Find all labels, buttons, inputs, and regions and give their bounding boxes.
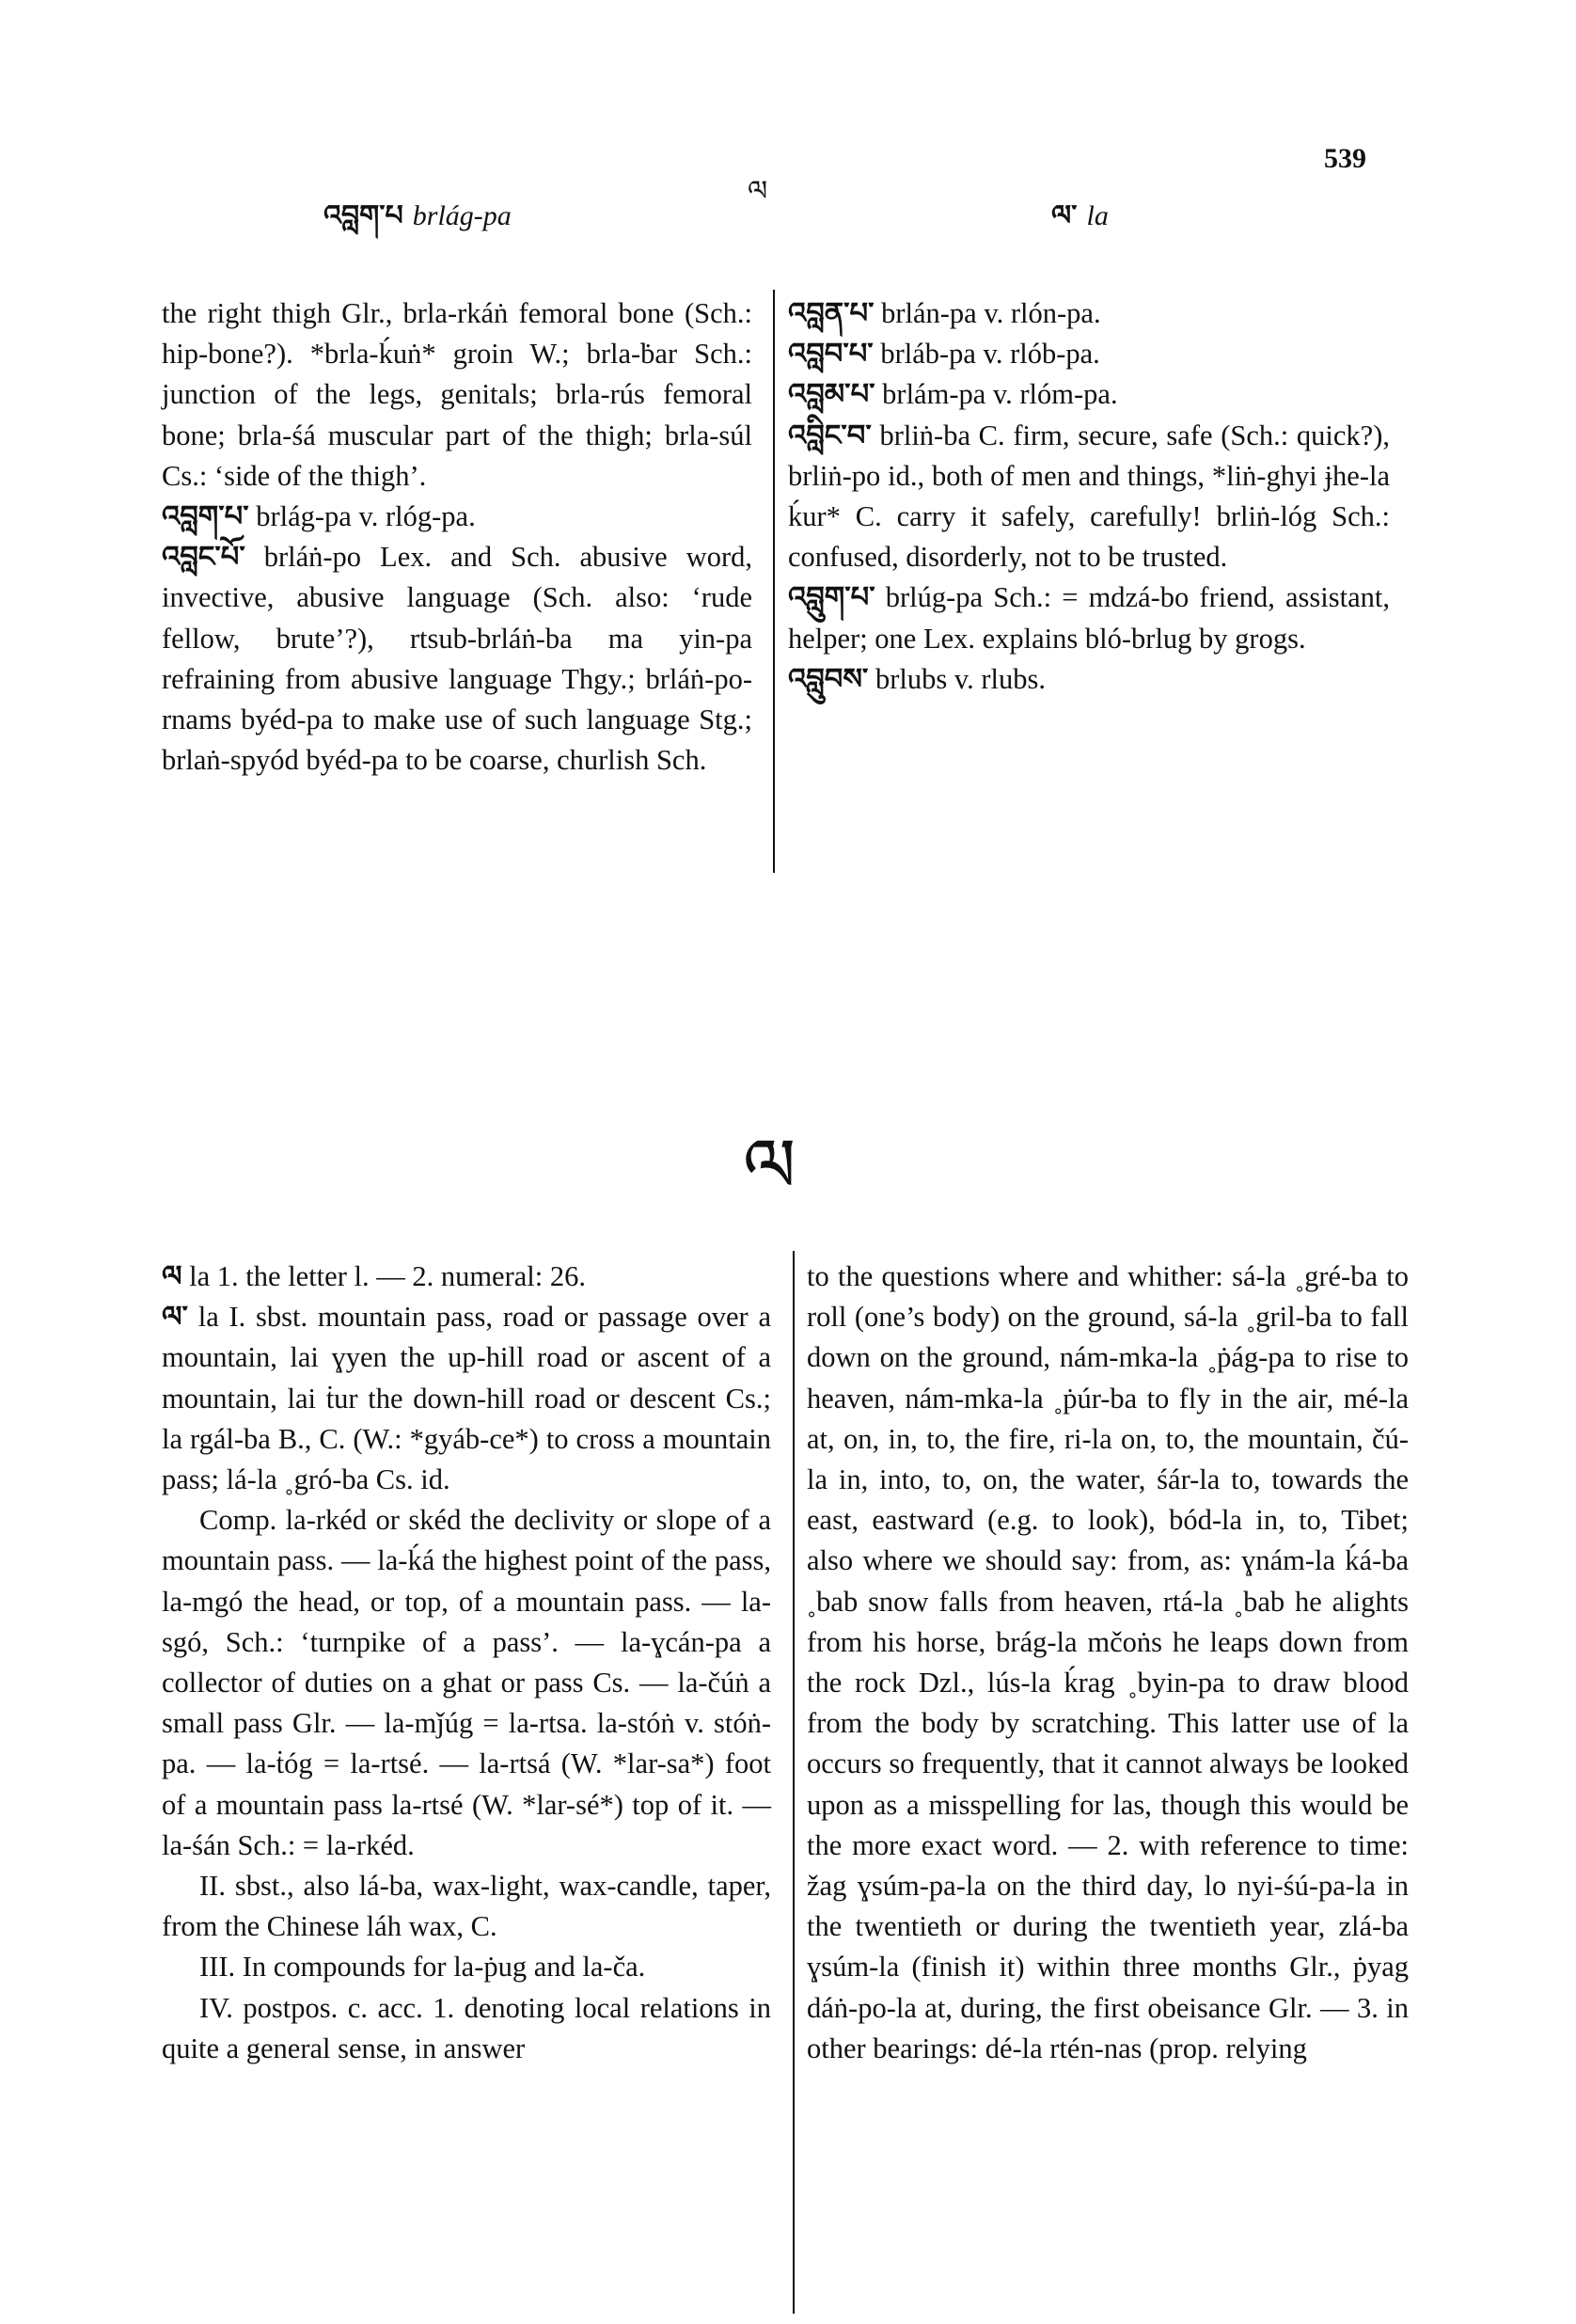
bottom-right-column: [807, 1257, 1409, 2069]
entry-text: brlán-pa v. rlón-pa.: [881, 297, 1101, 329]
entry-headword-tibetan: འབླུག་པ་: [788, 581, 875, 615]
section-letter-heading: ལ: [743, 1122, 796, 1209]
entry-headword-tibetan: འབླག་པ་: [162, 500, 249, 534]
dictionary-entry: [788, 577, 1390, 658]
dictionary-entry: [162, 1297, 771, 1500]
entry-text: brláb-pa v. rlób-pa.: [880, 338, 1100, 371]
entry-headword-tibetan: འབླིང་བ་: [788, 419, 872, 452]
entry-text: brláṅ-po Lex. and Sch. abusive word, invective, abusive language (Sch. also: ‘rude fellow, brute’?), rtsub-brláṅ-ba ma yin-pa refraining from abusive language Thgy.; brláṅ-po-rnams byéd-pa to make use of such language Stg.; brlaṅ-spyód byéd-pa to be coarse, churlish Sch.: [162, 541, 752, 777]
sense-iii: III. In compounds for la-ṗug and la-ča.: [199, 1951, 646, 1984]
entry-text: la I. sbst. mountain pass, road or passage over a mountain, lai ɣyen the up-hill road or ascent of a mountain, lai ṫur the down-hill road or descent Cs.; la rgál-ba B., C. (W.: *gyáb-ce*) to cross a mountain pass; lá-la ˳gró-ba Cs. id.: [162, 1301, 771, 1496]
dictionary-entry: [162, 1257, 771, 1297]
header-right-tibetan: ལ་: [1051, 199, 1078, 232]
top-left-column: [162, 293, 752, 781]
entry-headword-tibetan: འབླམ་པ་: [788, 378, 875, 412]
entry-text: brlám-pa v. rlóm-pa.: [882, 378, 1118, 411]
header-left-tibetan: འབླག་པ: [323, 199, 403, 232]
header-center: [748, 160, 777, 239]
header-center-tibetan: ལ: [748, 175, 768, 208]
dictionary-entry: [788, 416, 1390, 578]
column-divider-top: [773, 290, 775, 873]
dictionary-entry: [788, 374, 1390, 415]
postposition-continuation: to the questions where and whither: sá-la ˳gré-ba to roll (one’s body) on the ground, sá-la ˳gril-ba to fall down on the ground, nám-mka-la ˳ṗág-pa to rise to heaven, nám-mka-la ˳ṗúr-ba to fly in the air, mé-la at, on, in, to, the fire, ri-la on, to, the mountain, čú-la in, into, to, on, the water, śár-la to, towards the east, eastward (e.g. to look), bód-la in, to, Tibet; also where we should say: from, as: ɣnám-la ḱá-ba ˳bab snow falls from heaven, rtá-la ˳bab he alights from his horse, brág-la mčoṅs he leaps down from the rock Dzl., lús-la ḱrag ˳byin-pa to draw blood from the body by scratching. This latter use of la occurs so frequently, that it cannot always be looked upon as a misspelling for las, though this would be the more exact word. — 2. with reference to time: žag ɣsúm-pa-la on the third day, lo nyi-śú-pa-la in the twentieth or during the twentieth year, zlá-ba ɣsúm-la (finish it) within three months Glr., ṗyag dáṅ-po-la at, during, the first obeisance Glr. — 3. in other bearings: dé-la rtén-nas (prop. relying: [807, 1260, 1409, 2064]
sense-iv: IV. postpos. c. acc. 1. denoting local relations in quite a general sense, in answer: [162, 1991, 771, 2064]
header-left: [323, 184, 512, 263]
dictionary-entry: [788, 334, 1390, 374]
entry-text: brlúg-pa Sch.: = mdzá-bo friend, assistant, helper; one Lex. explains bló-brlug by grogs.: [788, 581, 1391, 655]
header-right-latin: la: [1086, 200, 1109, 231]
entry-text: brlubs v. rlubs.: [875, 662, 1046, 695]
entry-headword-tibetan: འབླབ་པ་: [788, 338, 874, 372]
header-left-latin: brlág-pa: [412, 200, 512, 231]
entry-headword-tibetan: འབླན་པ་: [788, 297, 875, 330]
entry-text: brlág-pa v. rlóg-pa.: [256, 500, 476, 533]
entry-headword-tibetan: ལ: [162, 1260, 182, 1293]
entry-text: la 1. the letter l. — 2. numeral: 26.: [189, 1260, 586, 1292]
bottom-left-column: [162, 1257, 771, 2069]
entry-headword-tibetan: འབླང་པོ་: [162, 541, 245, 575]
header-right: [1051, 184, 1109, 263]
entry-headword-tibetan: ལ་: [162, 1301, 188, 1335]
dictionary-entry: [162, 537, 752, 781]
compounds-paragraph: Comp. la-rkéd or skéd the declivity or slope of a mountain pass. — la-ḱá the highest point of the pass, la-mgó the head, or top, of a mountain pass. — la-sgó, Sch.: ‘turnpike of a pass’. — la-ɣcán-pa a collector of duties on a ghat or pass Cs. — la-čúṅ a small pass Glr. — la-mǰúg = la-rtsa. la-stóṅ v. stóṅ-pa. — la-ṫóg = la-rtsé. — la-rtsá (W. *lar-sa*) foot of a mountain pass la-rtsé (W. *lar-sé*) top of it. — la-śán Sch.: = la-rkéd.: [162, 1504, 771, 1861]
dictionary-entry: [162, 497, 752, 537]
sense-ii: II. sbst., also lá-ba, wax-light, wax-candle, taper, from the Chinese láh wax, C.: [162, 1870, 771, 1943]
entry-text: brliṅ-ba C. firm, secure, safe (Sch.: quick?), brliṅ-po id., both of men and things, *liṅ-ghyi ɉhe-la ḱur* C. carry it safely, carefully! brliṅ-lóg Sch.: confused, disorderly, not to be trusted.: [788, 419, 1390, 574]
entry-headword-tibetan: འབླུབས་: [788, 662, 869, 696]
entry-continuation: the right thigh Glr., brla-rkáṅ femoral bone (Sch.: hip-bone?). *brla-ḱuṅ* groin W.; brla-ḃar Sch.: junction of the legs, genitals; brla-rús femoral bone; brla-śá muscular part of the thigh; brla-súl Cs.: ‘side of the thigh’.: [162, 297, 752, 492]
top-right-column: [788, 293, 1390, 700]
dictionary-entry: [788, 659, 1390, 700]
dictionary-entry: [788, 293, 1390, 334]
page-number: 539: [1324, 143, 1366, 174]
column-divider-bottom: [793, 1251, 795, 2314]
